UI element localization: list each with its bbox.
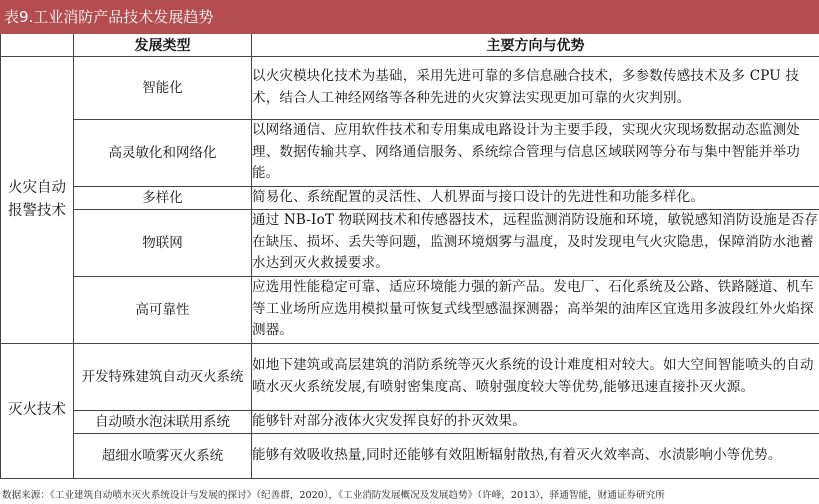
table-row [1, 119, 819, 186]
row-description: 以火灾模块化技术为基础，采用先进可靠的多信息融合技术，多参数传感技术及多 CPU 技术，结合人工神经网络等各种先进的火灾算法实现更加可靠的火灾判别。 [252, 56, 819, 119]
category-alarm [1, 56, 74, 343]
header-empty-cell [1, 34, 74, 56]
row-type: 高可靠性 [74, 276, 252, 343]
row-description: 简易化、系统配置的灵活性、人机界面与接口设计的先进性和功能多样化。 [252, 186, 819, 209]
row-type: 高灵敏化和网络化 [74, 119, 252, 186]
table-row [1, 276, 819, 343]
table-title: 表9.工业消防产品技术发展趋势 [0, 0, 819, 34]
row-type: 超细水喷雾灭火系统 [74, 433, 252, 478]
data-source-note: 数据来源：《工业建筑自动喷水灭火系统设计与发展的探讨》（纪善群，2020），《工业消防发展概况及发展趋势》（许峰，2013），驿通智能，财通证券研究所 [2, 490, 665, 501]
header-direction: 主要方向与优势 [252, 34, 819, 56]
row-description: 通过 NB-IoT 物联网技术和传感器技术，远程监测消防设施和环境，敏锐感知消防设施是否存在缺压、损坏、丢失等问题，监测环境烟雾与温度，及时发现电气火灾隐患，保障消防水池蓄水达到灭火救援要求。 [252, 209, 819, 276]
category-alarm-label: 火灾自动报警技术 [8, 179, 66, 219]
row-description: 能够有效吸收热量,同时还能够有效阻断辐射散热,有着灭火效率高、水渍影响小等优势。 [252, 433, 819, 478]
row-type: 多样化 [74, 186, 252, 209]
row-type: 开发特殊建筑自动灭火系统 [74, 343, 252, 410]
row-type: 物联网 [74, 209, 252, 276]
table-row [1, 209, 819, 276]
row-description: 应选用性能稳定可靠、适应环境能力强的新产品。发电厂、石化系统及公路、铁路隧道、机车等工业场所应选用模拟量可恢复式线型感温探测器；高举架的油库区宜选用多波段红外火焰探测器。 [252, 276, 819, 343]
row-description: 如地下建筑或高层建筑的消防系统等灭火系统的设计难度相对较大。如大空间智能喷头的自动喷水灭火系统发展,有喷射密集度高、喷射强度较大等优势,能够迅速直接扑灭火源。 [252, 343, 819, 410]
table-row [1, 433, 819, 478]
table-row [1, 343, 819, 410]
header-row [1, 34, 819, 56]
row-type: 智能化 [74, 56, 252, 119]
category-extinguish: 灭火技术 [1, 343, 74, 478]
table-row [1, 186, 819, 209]
header-type: 发展类型 [74, 34, 252, 56]
row-type: 自动喷水泡沫联用系统 [74, 410, 252, 433]
row-description: 能够针对部分液体火灾发挥良好的扑灭效果。 [252, 410, 819, 433]
row-description: 以网络通信、应用软件技术和专用集成电路设计为主要手段，实现火灾现场数据动态监测处理、数据传输共享、网络通信服务、系统综合管理与信息区域联网等分布与集中智能并举功能。 [252, 119, 819, 186]
table-row [1, 410, 819, 433]
table-row [1, 56, 819, 119]
tech-trends-table [0, 34, 819, 479]
